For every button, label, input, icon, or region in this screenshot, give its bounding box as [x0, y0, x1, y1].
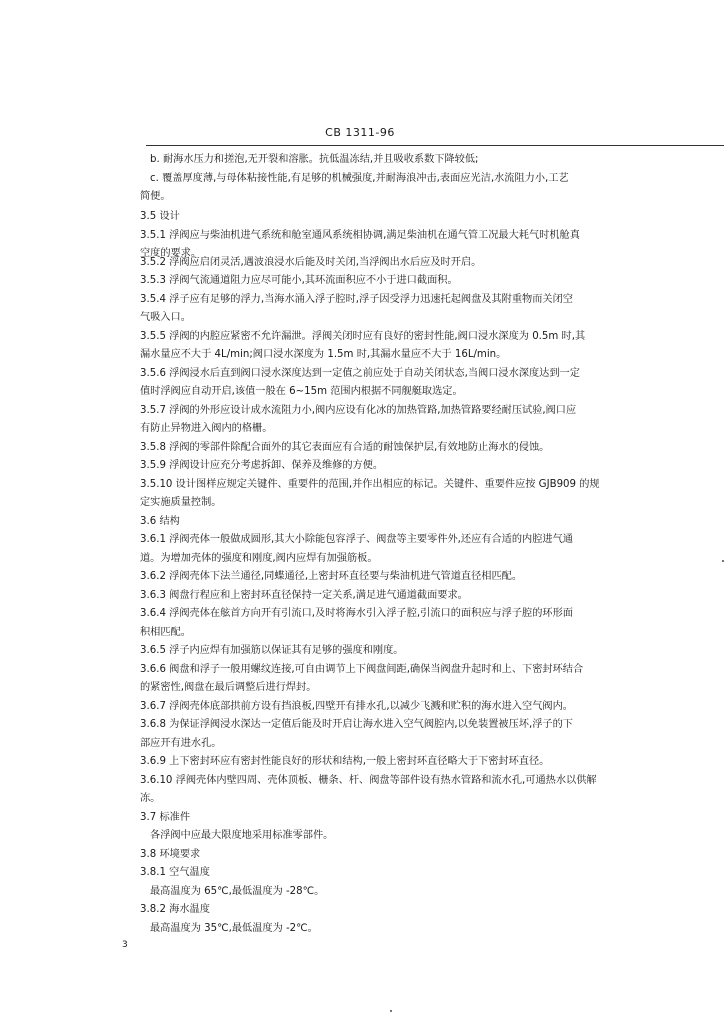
text-line: 3.5.5 浮阀的内腔应紧密不允许漏泄。浮阀关闭时应有良好的密封性能,阀口浸水深度为 0.5m 时,其: [140, 331, 586, 342]
scan-speck: [722, 560, 724, 562]
text-line: b. 耐海水压力和搓泡,无开裂和溶胀。抗低温冻结,并且吸收系数下降较低;: [150, 154, 479, 165]
text-line: 道。为增加壳体的强度和刚度,阀内应焊有加强筋板。: [140, 553, 378, 564]
text-line: 积相匹配。: [140, 627, 191, 638]
text-line: 3.5.4 浮子应有足够的浮力,当海水涌入浮子腔时,浮子因受浮力迅速托起阀盘及其附重物而关闭空: [140, 294, 573, 305]
text-line: 3.5.10 设计图样应规定关键件、重要件的范围,并作出相应的标记。关键件、重要件应按 GJB909 的规: [140, 479, 600, 490]
text-line: 部应开有进水孔。: [140, 738, 222, 749]
page-number: 3: [122, 940, 128, 950]
text-line: 空度的要求。: [140, 248, 202, 259]
text-line: 3.6.3 阀盘行程应和上密封环直径保持一定关系,满足进气通道截面要求。: [140, 590, 468, 601]
scan-speck: [390, 1010, 392, 1012]
header-rule: [146, 145, 724, 146]
text-line: 3.5.8 浮阀的零部件除配合面外的其它表面应有合适的耐蚀保护层,有效地防止海水的侵蚀。: [140, 442, 550, 453]
section-heading: 3.7 标准件: [140, 812, 191, 823]
text-line: 3.5.9 浮阀设计应充分考虑拆卸、保养及维修的方便。: [140, 460, 384, 471]
text-line: 3.5.6 浮阀浸水后直到阀口浸水深度达到一定值之前应处于自动关闭状态,当阀口浸水深度达到一定: [140, 368, 580, 379]
text-line: 3.5.3 浮阀气流通道阻力应尽可能小,其环流面积应不小于进口截面积。: [140, 275, 458, 286]
text-line: 定实施质量控制。: [140, 497, 222, 508]
standard-number-header: CB 1311-96: [325, 126, 395, 139]
section-heading: 3.8 环境要求: [140, 849, 201, 860]
section-heading: 3.6 结构: [140, 516, 180, 527]
text-line: 3.6.7 浮阀壳体底部拱前方设有挡浪板,四壁开有排水孔,以减少飞溅和贮积的海水进入空气阀内。: [140, 701, 573, 712]
text-line: 各浮阀中应最大限度地采用标准零部件。: [150, 830, 334, 841]
text-line: 3.6.6 阀盘和浮子一般用螺纹连接,可自由调节上下阀盘间距,确保当阀盘升起时和上、下密封环结合: [140, 664, 584, 675]
section-heading: 3.5 设计: [140, 211, 180, 222]
text-line: 3.5.1 浮阀应与柴油机进气系统和舱室通风系统相协调,满足柴油机在通气管工况最大耗气时机舱真: [140, 230, 580, 241]
text-line: 3.6.1 浮阀壳体一般做成圆形,其大小除能包容浮子、阀盘等主要零件外,还应有合适的内腔进气通: [140, 534, 573, 545]
text-line: c. 覆盖厚度薄,与母体粘接性能,有足够的机械强度,并耐海浪冲击,表面应光洁,水流阻力小,工艺: [150, 173, 569, 184]
text-line: 冻。: [140, 793, 161, 804]
text-line: 3.6.4 浮阀壳体在舷首方向开有引流口,及时将海水引入浮子腔,引流口的面积应与浮子腔的环形面: [140, 608, 573, 619]
text-line: 3.6.2 浮阀壳体下法兰通径,同蝶通径,上密封环直径要与柴油机进气管道直径相匹配。: [140, 571, 523, 582]
text-line: 漏水量应不大于 4L/min;阀口浸水深度为 1.5m 时,其漏水量应不大于 16L/min。: [140, 349, 507, 360]
text-line: 3.5.7 浮阀的外形应设计成水流阻力小,阀内应设有化冰的加热管路,加热管路要经耐压试验,阀口应: [140, 405, 577, 416]
text-line: 3.6.8 为保证浮阀浸水深达一定值后能及时开启让海水进入空气阀腔内,以免装置被压坏,浮子的下: [140, 719, 573, 730]
text-line: 最高温度为 35℃,最低温度为 -2℃。: [150, 923, 318, 934]
text-line: 3.5.2 浮阀应启闭灵活,遇波浪浸水后能及时关闭,当浮阀出水后应及时开启。: [140, 257, 482, 268]
text-line: 3.6.10 浮阀壳体内壁四周、壳体顶板、栅条、杆、阀盘等部件设有热水管路和流水孔,可通热水以供解: [140, 775, 597, 786]
text-line: 最高温度为 65℃,最低温度为 -28℃。: [150, 886, 325, 897]
text-line: 3.6.5 浮子内应焊有加强筋以保证其有足够的强度和刚度。: [140, 645, 404, 656]
text-line: 3.6.9 上下密封环应有密封性能良好的形状和结构,一般上密封环直径略大于下密封环直径。: [140, 756, 550, 767]
text-line: 值时浮阀应自动开启,该值一般在 6~15m 范围内根据不同舰艇取选定。: [140, 386, 463, 397]
text-line: 简便。: [140, 191, 171, 202]
text-line: 的紧密性,阀盘在最后调整后进行焊封。: [140, 682, 317, 693]
subsection-heading: 3.8.2 海水温度: [140, 904, 210, 915]
subsection-heading: 3.8.1 空气温度: [140, 867, 210, 878]
text-line: 有防止异物进入阀内的格栅。: [140, 423, 273, 434]
text-line: 气吸入口。: [140, 312, 191, 323]
